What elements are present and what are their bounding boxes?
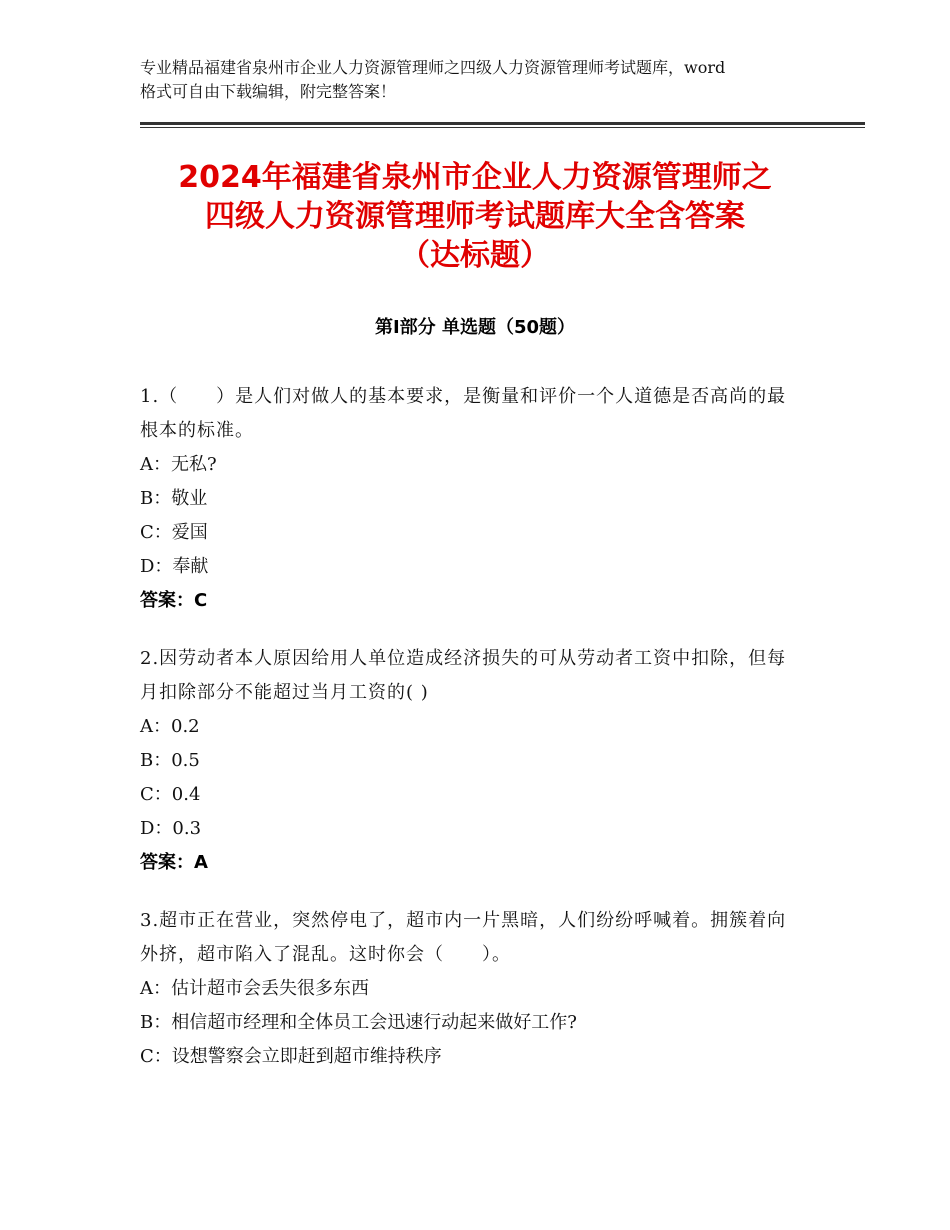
question-stem: 1.（ ）是人们对做人的基本要求，是衡量和评价一个人道德是否高尚的最根本的标准。 <box>140 386 787 441</box>
header-note-line-1: 专业精品福建省泉州市企业人力资源管理师之四级人力资源管理师考试题库，word <box>140 58 726 77</box>
question-1 <box>140 380 800 618</box>
question-2 <box>140 642 800 880</box>
answer: 答案：C <box>140 590 208 611</box>
title-line-3: （达标题） <box>400 238 550 273</box>
option-a: A：无私? <box>140 454 217 475</box>
header-note <box>140 56 820 104</box>
option-c: C：爱国 <box>140 522 208 543</box>
answer: 答案：A <box>140 852 208 873</box>
question-3 <box>140 904 800 1074</box>
section-title: 第Ⅰ部分 单选题（50题） <box>374 317 575 338</box>
question-stem: 2.因劳动者本人原因给用人单位造成经济损失的可从劳动者工资中扣除，但每月扣除部分不能超过当月工资的( ) <box>140 648 787 703</box>
option-b: B：敬业 <box>140 488 208 509</box>
option-a: A：0.2 <box>140 716 200 737</box>
option-d: D：奉献 <box>140 556 209 577</box>
header-note-line-2: 格式可自由下载编辑，附完整答案！ <box>140 82 397 101</box>
question-list <box>140 380 800 1098</box>
option-a: A：估计超市会丢失很多东西 <box>140 978 369 999</box>
document-title <box>100 158 850 275</box>
option-c: C：设想警察会立即赶到超市维持秩序 <box>140 1046 442 1067</box>
header-rule-thin <box>140 127 865 128</box>
option-b: B：0.5 <box>140 750 200 771</box>
option-b: B：相信超市经理和全体员工会迅速行动起来做好工作? <box>140 1012 577 1033</box>
option-d: D：0.3 <box>140 818 202 839</box>
question-stem: 3.超市正在营业，突然停电了，超市内一片黑暗，人们纷纷呼喊着。拥簇着向外挤，超市陷入了混乱。这时你会（ ）。 <box>140 910 787 965</box>
title-line-1: 2024年福建省泉州市企业人力资源管理师之 <box>178 160 772 195</box>
option-c: C：0.4 <box>140 784 201 805</box>
title-line-2: 四级人力资源管理师考试题库大全含答案 <box>205 199 745 234</box>
header-rule-thick <box>140 122 865 125</box>
